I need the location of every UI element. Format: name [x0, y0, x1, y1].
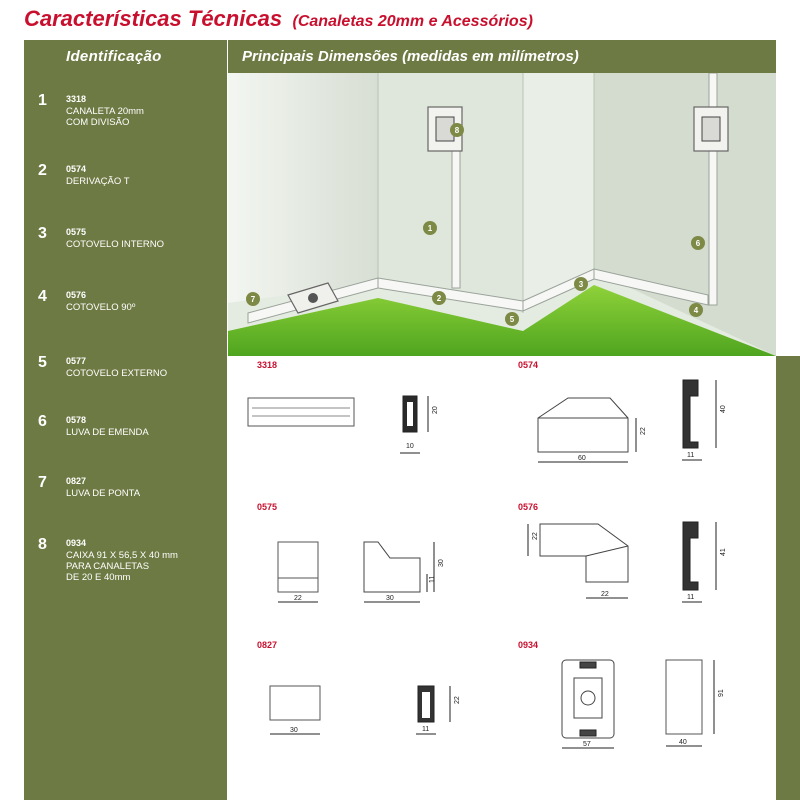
- dim-label: 11: [687, 594, 695, 601]
- dim-label: 22: [640, 427, 647, 435]
- svg-text:3: 3: [578, 280, 584, 289]
- svg-text:8: 8: [454, 126, 460, 135]
- scene-marker-5: [505, 312, 519, 326]
- drawing-code: 0574: [518, 360, 539, 370]
- wall-left: [228, 73, 378, 303]
- item-code: 0574: [66, 164, 87, 174]
- drawing-3318: [248, 360, 439, 453]
- dim-label: 41: [720, 548, 727, 556]
- svg-text:7: 7: [250, 295, 256, 304]
- drawing-code: 3318: [257, 360, 278, 370]
- scene-marker-3: [574, 277, 588, 291]
- scene-marker-6: [691, 236, 705, 250]
- dim-label: 11: [429, 575, 436, 583]
- title-subtitle: (Canaletas 20mm e Acessórios): [292, 13, 533, 30]
- svg-text:4: 4: [693, 306, 699, 315]
- drawing-code: 0575: [257, 502, 278, 512]
- item-code: 0934: [66, 538, 87, 548]
- item-code: 3318: [66, 94, 87, 104]
- drawing-code: 0827: [257, 640, 278, 650]
- item-desc-line: COTOVELO INTERNO: [66, 239, 165, 250]
- item-number: 4: [38, 288, 47, 305]
- dim-label: 40: [720, 405, 727, 413]
- item-desc: [66, 106, 236, 128]
- item-desc-line: CAIXA 91 X 56,5 X 40 mm: [66, 550, 178, 561]
- item-desc-line: PARA CANALETAS: [66, 561, 150, 572]
- item-desc-line: COM DIVISÃO: [66, 117, 130, 128]
- svg-text:5: 5: [509, 315, 515, 324]
- dim-label: 10: [406, 443, 414, 450]
- dimensions-header: [228, 40, 776, 73]
- svg-text:6: 6: [695, 239, 701, 248]
- item-desc: [66, 427, 236, 438]
- item-number: 5: [38, 354, 47, 371]
- item-desc-line: DE 20 E 40mm: [66, 572, 131, 583]
- drawing-0827: [257, 640, 461, 734]
- item-number: 3: [38, 225, 47, 242]
- item-desc: [66, 368, 236, 379]
- right-border-bar: [776, 356, 800, 800]
- item-number: 8: [38, 536, 47, 553]
- dim-label: 60: [578, 455, 586, 462]
- item-number: 7: [38, 474, 47, 491]
- dim-label: 22: [601, 591, 609, 598]
- item-code: 0577: [66, 356, 87, 366]
- technical-drawings: [228, 356, 776, 800]
- scene-marker-8: [450, 123, 464, 137]
- dim-label: 91: [718, 689, 725, 697]
- item-desc-line: COTOVELO EXTERNO: [66, 368, 168, 379]
- drawing-0574: [518, 360, 727, 462]
- scene-marker-2: [432, 291, 446, 305]
- dim-label: 20: [432, 406, 439, 414]
- item-code: 0575: [66, 227, 87, 237]
- svg-text:2: 2: [436, 294, 442, 303]
- drawing-0576: [518, 502, 727, 602]
- item-code: 0578: [66, 415, 87, 425]
- scene-marker-1: [423, 221, 437, 235]
- installation-illustration: [228, 73, 776, 356]
- item-desc: [66, 239, 236, 250]
- item-desc-line: LUVA DE PONTA: [66, 488, 141, 499]
- item-desc-line: COTOVELO 90º: [66, 302, 136, 313]
- dim-label: 30: [290, 727, 298, 734]
- item-code: 0576: [66, 290, 87, 300]
- svg-text:1: 1: [427, 224, 433, 233]
- dim-label: 22: [454, 696, 461, 704]
- dim-label: 40: [679, 739, 687, 746]
- identification-sidebar: [24, 40, 227, 800]
- item-code: 0827: [66, 476, 87, 486]
- item-desc-line: DERIVAÇÃO T: [66, 176, 130, 187]
- scene-marker-4: [689, 303, 703, 317]
- sidebar-title: Identificação: [66, 48, 162, 65]
- item-desc: [66, 302, 236, 313]
- item-desc-line: CANALETA 20mm: [66, 106, 144, 117]
- item-desc: [66, 176, 236, 187]
- dim-label: 30: [386, 595, 394, 602]
- wall-box-right: [694, 107, 728, 151]
- title-main: Características Técnicas: [24, 6, 283, 31]
- dim-label: 30: [438, 559, 445, 567]
- drawing-0575: [257, 502, 445, 602]
- item-desc: [66, 488, 236, 499]
- scene-marker-7: [246, 292, 260, 306]
- item-desc: [66, 550, 236, 583]
- drawing-0934: [518, 640, 725, 748]
- item-desc-line: LUVA DE EMENDA: [66, 427, 149, 438]
- dim-label: 22: [532, 532, 539, 540]
- drawing-code: 0934: [518, 640, 539, 650]
- dimensions-title: Principais Dimensões (medidas em milímetros): [242, 48, 579, 65]
- page-title: [24, 6, 533, 32]
- item-number: 1: [38, 92, 47, 109]
- item-number: 2: [38, 162, 47, 179]
- dim-label: 22: [294, 595, 302, 602]
- drawing-code: 0576: [518, 502, 539, 512]
- dim-label: 11: [422, 726, 430, 733]
- item-number: 6: [38, 413, 47, 430]
- dim-label: 57: [583, 741, 591, 748]
- dim-label: 11: [687, 452, 695, 459]
